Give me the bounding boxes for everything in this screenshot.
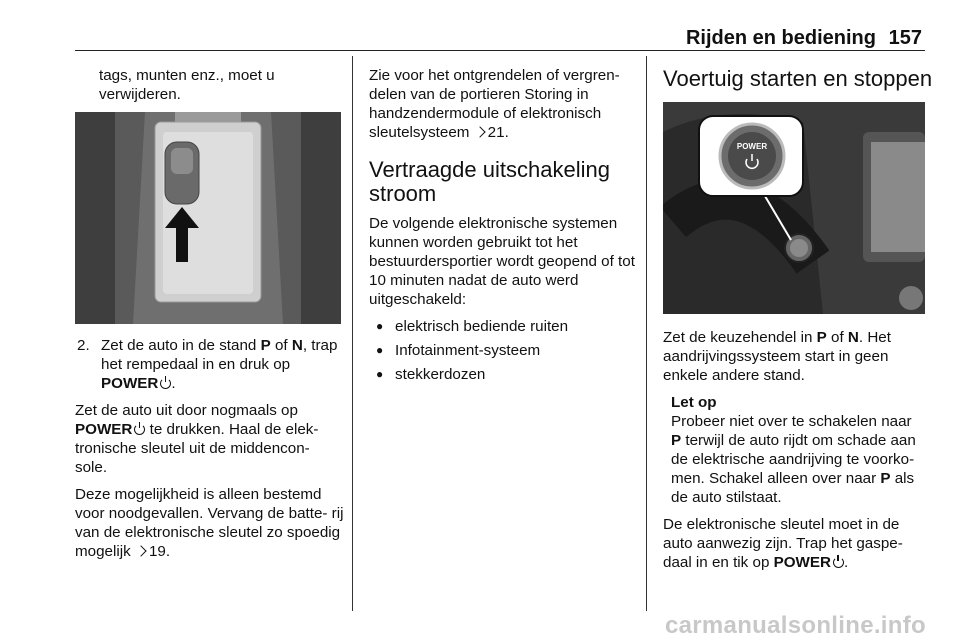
step-2 — [75, 336, 345, 393]
column-3 — [663, 66, 933, 580]
paragraph-emergency: Deze mogelijkheid is alleen bestemd voor noodgevallen. Vervang de batte- rij van de elektronische sleutel zo spoedig mogelijk 19. — [75, 486, 344, 560]
watermark: carmanualsonline.info — [664, 612, 926, 639]
paragraph-selector: Zet de keuzehendel in P of N. Het aandrijvingssysteem start in geen enkele andere stand. — [663, 329, 891, 384]
intro-line-2: verwijderen. — [99, 86, 181, 103]
heading-delayed-power: Vertraagde uitschakeling stroom — [369, 157, 610, 206]
power-icon — [833, 557, 844, 568]
paragraph-turn-off: Zet de auto uit door nogmaals op POWER te drukken. Haal de elek- tronische sleutel uit de middencon- sole. — [75, 402, 319, 476]
intro-text — [75, 66, 345, 104]
list-item: ● Infotainment-systeem — [369, 341, 637, 360]
list-item: ● elektrisch bediende ruiten — [369, 317, 637, 336]
step-text: Zet de auto in de stand P of N, trap het rempedaal in en druk op POWER . — [101, 337, 338, 392]
power-button-image — [663, 102, 925, 314]
power-icon — [160, 378, 171, 389]
intro-line-1: tags, munten enz., moet u — [99, 67, 275, 84]
power-button-label: POWER — [736, 142, 768, 151]
header-rule — [75, 50, 925, 51]
heading-start-stop: Voertuig starten en stoppen — [663, 66, 933, 91]
note-box — [663, 393, 925, 507]
column-divider-1 — [352, 56, 353, 611]
column-2 — [369, 66, 637, 389]
paragraph-unlock: Zie voor het ontgrendelen of vergren- delen van de portieren Storing in handzendermodule of elektronisch sleutelsysteem 21. — [369, 67, 620, 141]
paragraph-key-present: De elektronische sleutel moet in de auto aanwezig zijn. Trap het gaspe- daal in en tik op POWER . — [663, 516, 903, 571]
note-label: Let op — [671, 394, 717, 411]
column-1 — [75, 66, 345, 569]
systems-list — [369, 317, 637, 384]
page-number: 157 — [888, 27, 922, 49]
column-divider-2 — [646, 56, 647, 611]
section-title: Rijden en bediening — [685, 27, 876, 49]
page-reference-icon — [474, 126, 485, 137]
list-item: ● stekkerdozen — [369, 365, 637, 384]
paragraph-systems: De volgende elektronische systemen kunnen worden gebruikt tot het bestuurdersportier wordt geopend of tot 10 minuten nadat de auto werd uitgeschakeld: — [369, 215, 635, 308]
power-icon — [134, 424, 145, 435]
note-text: Probeer niet over te schakelen naar P terwijl de auto rijdt om schade aan de elektrische aandrijving te voorko- men. Schakel alleen over naar P als de auto stilstaat. — [671, 413, 916, 506]
step-number: 2. — [77, 337, 90, 354]
key-slot-image — [75, 112, 341, 324]
page-reference-icon — [135, 545, 146, 556]
